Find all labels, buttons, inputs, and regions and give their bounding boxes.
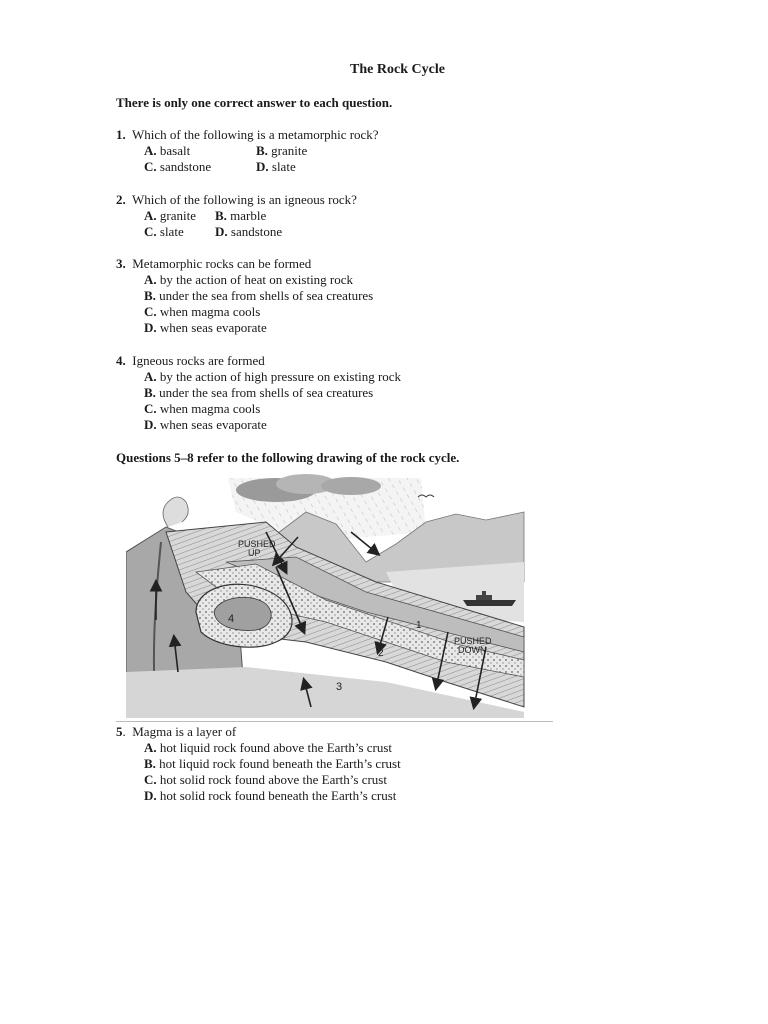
label-pushed-up-1: PUSHED bbox=[238, 539, 276, 549]
question-text: Which of the following is a metamorphic rock? bbox=[132, 127, 379, 142]
option-5b[interactable]: B. hot liquid rock found beneath the Earth’s crust bbox=[144, 756, 401, 771]
label-pushed-down-1: PUSHED bbox=[454, 636, 492, 646]
question-number: 5 bbox=[116, 724, 123, 739]
question-number: 1. bbox=[116, 127, 126, 142]
label-4: 4 bbox=[228, 613, 235, 625]
question-2 bbox=[116, 192, 357, 240]
option-5d[interactable]: D. hot solid rock found beneath the Earth’s crust bbox=[144, 788, 397, 803]
question-text: Which of the following is an igneous rock? bbox=[132, 192, 357, 207]
option-2d[interactable]: D. sandstone bbox=[215, 224, 283, 239]
question-3 bbox=[116, 256, 373, 336]
question-4 bbox=[116, 353, 401, 433]
option-5a[interactable]: A. hot liquid rock found above the Earth’s crust bbox=[144, 740, 393, 755]
option-3d[interactable]: D. when seas evaporate bbox=[144, 320, 267, 335]
question-number: 2. bbox=[116, 192, 126, 207]
question-1 bbox=[116, 127, 379, 175]
option-2c[interactable]: C. slate bbox=[144, 224, 184, 239]
option-3a[interactable]: A. by the action of heat on existing rock bbox=[144, 272, 354, 287]
page-title: The Rock Cycle bbox=[350, 62, 445, 77]
rock-cycle-drawing bbox=[126, 472, 526, 718]
option-1c[interactable]: C. sandstone bbox=[144, 159, 212, 174]
question-5: 5. Magma is a layer of A. hot liquid rock found above the Earth’s crust B. hot liquid rock found beneath the Earth’s crust C. hot solid rock found above the Earth’s crust D. hot solid rock found beneath the Earth’s crust bbox=[116, 724, 401, 803]
label-pushed-down-2: DOWN bbox=[458, 645, 487, 655]
question-number: 4. bbox=[116, 353, 126, 368]
rock-cycle-figure bbox=[126, 472, 526, 718]
question-text: Magma is a layer of bbox=[132, 724, 237, 739]
label-2: 2 bbox=[378, 648, 384, 659]
question-text: Metamorphic rocks can be formed bbox=[132, 256, 312, 271]
option-4a[interactable]: A. by the action of high pressure on existing rock bbox=[144, 369, 402, 384]
option-1d[interactable]: D. slate bbox=[256, 159, 296, 174]
option-4b[interactable]: B. under the sea from shells of sea creatures bbox=[144, 385, 374, 400]
option-1b[interactable]: B. granite bbox=[256, 143, 308, 158]
option-4c[interactable]: C. when magma cools bbox=[144, 401, 261, 416]
label-pushed-up-2: UP bbox=[248, 548, 261, 558]
instructions: There is only one correct answer to each question. bbox=[116, 95, 393, 110]
option-4d[interactable]: D. when seas evaporate bbox=[144, 417, 267, 432]
label-3: 3 bbox=[336, 681, 343, 693]
label-1: 1 bbox=[416, 620, 422, 631]
option-1a[interactable]: A. basalt bbox=[144, 143, 191, 158]
option-2b[interactable]: B. marble bbox=[215, 208, 267, 223]
option-5c[interactable]: C. hot solid rock found above the Earth’s crust bbox=[144, 772, 387, 787]
option-3b[interactable]: B. under the sea from shells of sea creatures bbox=[144, 288, 374, 303]
figure-note: Questions 5–8 refer to the following drawing of the rock cycle. bbox=[116, 450, 460, 465]
question-text: Igneous rocks are formed bbox=[132, 353, 265, 368]
divider bbox=[116, 721, 553, 722]
option-2a[interactable]: A. granite bbox=[144, 208, 196, 223]
option-3c[interactable]: C. when magma cools bbox=[144, 304, 261, 319]
question-number: 3. bbox=[116, 256, 126, 271]
